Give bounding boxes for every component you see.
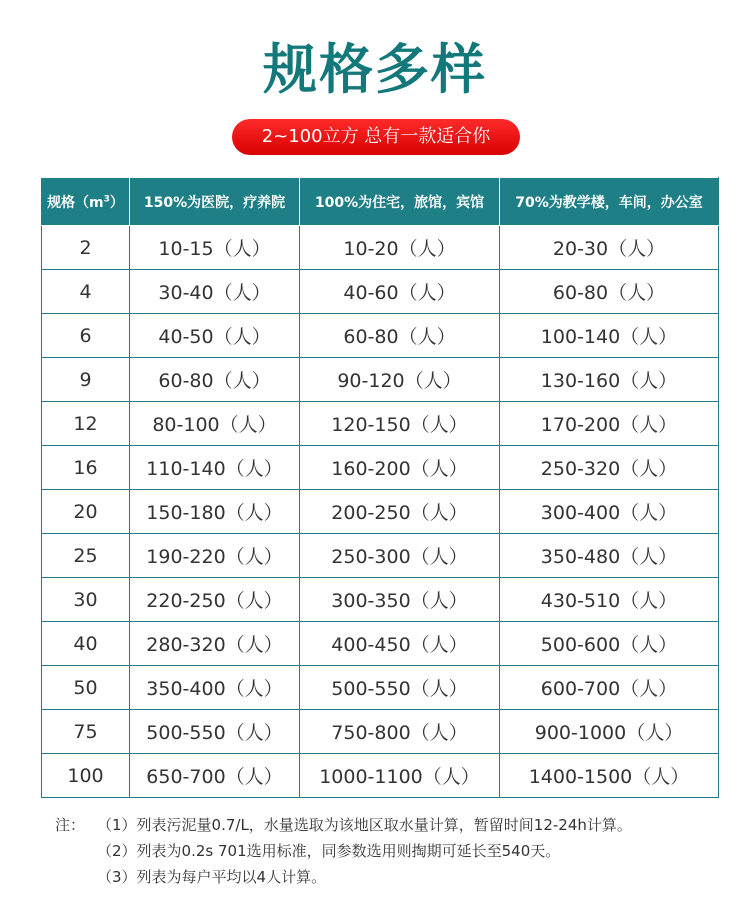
header-residential: 100%为住宅，旅馆，宾馆 [300,178,500,226]
cell-hospital: 80-100（人） [130,402,300,446]
note-text: （3）列表为每户平均以4人计算。 [97,868,327,886]
cell-residential: 250-300（人） [300,534,500,578]
cell-hospital: 110-140（人） [130,446,300,490]
cell-office: 20-30（人） [500,226,719,270]
header-spec-superscript: 3 [103,193,110,204]
header-spec-close: ） [109,194,124,211]
note-text: （2）列表为0.2s 701选用标准，同参数选用则掏期可延长至540天。 [97,842,561,860]
cell-spec: 16 [42,446,130,490]
table-row [42,710,719,754]
cell-residential: 10-20（人） [300,226,500,270]
cell-residential: 1000-1100（人） [300,754,500,798]
cell-spec: 12 [42,402,130,446]
cell-residential: 300-350（人） [300,578,500,622]
cell-office: 1400-1500（人） [500,754,719,798]
cell-spec: 6 [42,314,130,358]
note-item [55,838,735,864]
cell-residential: 400-450（人） [300,622,500,666]
subtitle-badge: 2~100立方 总有一款适合你 [232,119,520,155]
cell-hospital: 350-400（人） [130,666,300,710]
cell-residential: 60-80（人） [300,314,500,358]
cell-spec: 100 [42,754,130,798]
spec-table [41,177,719,798]
cell-residential: 160-200（人） [300,446,500,490]
table-row [42,622,719,666]
cell-residential: 40-60（人） [300,270,500,314]
cell-spec: 9 [42,358,130,402]
cell-office: 350-480（人） [500,534,719,578]
cell-office: 60-80（人） [500,270,719,314]
cell-office: 900-1000（人） [500,710,719,754]
table-row [42,402,719,446]
cell-office: 430-510（人） [500,578,719,622]
cell-spec: 20 [42,490,130,534]
cell-office: 500-600（人） [500,622,719,666]
note-item [55,864,735,890]
cell-spec: 50 [42,666,130,710]
cell-hospital: 650-700（人） [130,754,300,798]
table-row [42,666,719,710]
cell-office: 250-320（人） [500,446,719,490]
header-spec [42,178,130,226]
cell-office: 600-700（人） [500,666,719,710]
table-row [42,270,719,314]
table-row [42,358,719,402]
cell-hospital: 220-250（人） [130,578,300,622]
notes-section [55,812,735,890]
notes-label: 注： [55,816,86,834]
note-item [55,812,735,838]
cell-hospital: 280-320（人） [130,622,300,666]
note-text: （1）列表污泥量0.7/L，水量选取为该地区取水量计算，暂留时间12-24h计算。 [97,816,632,834]
cell-spec: 75 [42,710,130,754]
cell-residential: 500-550（人） [300,666,500,710]
cell-spec: 40 [42,622,130,666]
cell-residential: 750-800（人） [300,710,500,754]
page-title: 规格多样 [263,38,487,101]
table-body [42,226,719,798]
table-row [42,226,719,270]
cell-spec: 30 [42,578,130,622]
cell-hospital: 500-550（人） [130,710,300,754]
table-row [42,578,719,622]
cell-hospital: 150-180（人） [130,490,300,534]
cell-spec: 4 [42,270,130,314]
table-row [42,534,719,578]
header-office: 70%为教学楼，车间，办公室 [500,178,719,226]
cell-hospital: 10-15（人） [130,226,300,270]
header-spec-label: 规格（m [47,194,104,211]
cell-residential: 90-120（人） [300,358,500,402]
header-hospital: 150%为医院，疗养院 [130,178,300,226]
cell-spec: 25 [42,534,130,578]
cell-office: 130-160（人） [500,358,719,402]
cell-spec: 2 [42,226,130,270]
cell-office: 170-200（人） [500,402,719,446]
table-row [42,490,719,534]
cell-hospital: 190-220（人） [130,534,300,578]
cell-office: 100-140（人） [500,314,719,358]
cell-office: 300-400（人） [500,490,719,534]
cell-hospital: 40-50（人） [130,314,300,358]
table-row [42,446,719,490]
cell-hospital: 60-80（人） [130,358,300,402]
cell-residential: 200-250（人） [300,490,500,534]
table-row [42,754,719,798]
table-header-row [42,178,719,226]
cell-residential: 120-150（人） [300,402,500,446]
table-row [42,314,719,358]
cell-hospital: 30-40（人） [130,270,300,314]
